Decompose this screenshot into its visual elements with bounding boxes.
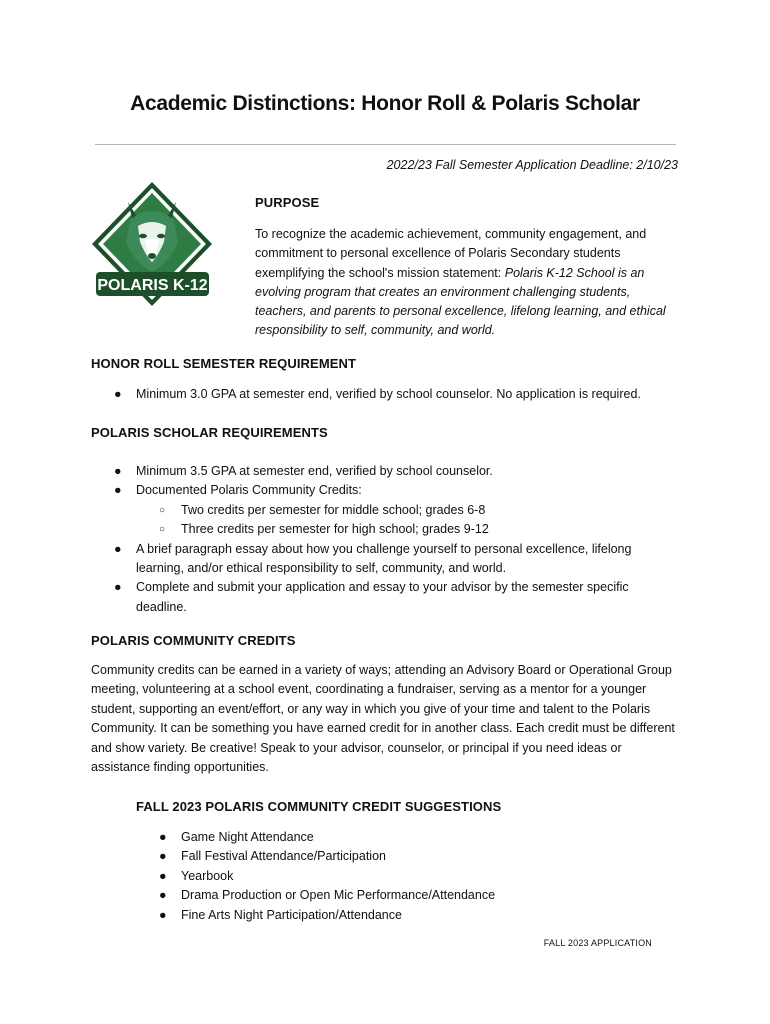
credits-paragraph: Community credits can be earned in a variety of ways; attending an Advisory Board or Operational Group meeting, volunteering at a school event, coordinating a fundraiser, serving as a mentor for a younger student, supporting an event/effort, or any way in which you give of your time and talent to the Polaris Community. It can be something you have earned credit for in another class. Each credit must be different and show variety. Be creative! Speak to your advisor, counselor, or principal if you need ideas or assistance finding opportunities. bbox=[91, 663, 675, 775]
list-item bbox=[114, 578, 666, 617]
list-item bbox=[159, 886, 661, 905]
sublist-item bbox=[159, 520, 666, 539]
scholar-heading: POLARIS SCHOLAR REQUIREMENTS bbox=[91, 425, 328, 440]
list-item bbox=[114, 462, 666, 481]
list-item bbox=[159, 867, 661, 886]
purpose-text-plain: To recognize the academic achievement, community engagement, and commitment to personal excellence of Polaris Secondary students exemplifying the school's mission statement: bbox=[255, 227, 647, 280]
document-title: Academic Distinctions: Honor Roll & Polaris Scholar bbox=[130, 92, 640, 115]
bullet-icon: ● bbox=[114, 541, 122, 556]
list-item bbox=[114, 540, 666, 579]
credits-sublist bbox=[136, 501, 666, 540]
bullet-icon: ● bbox=[159, 868, 167, 883]
list-item-text: Game Night Attendance bbox=[181, 830, 314, 844]
logo-text: POLARIS K-12 bbox=[97, 277, 208, 294]
bullet-icon: ● bbox=[114, 387, 122, 401]
list-item-text: Documented Polaris Community Credits: bbox=[136, 483, 362, 498]
sublist-item-text: Two credits per semester for middle school; grades 6-8 bbox=[181, 502, 486, 517]
suggestions-list bbox=[159, 828, 661, 925]
polaris-wolf-logo bbox=[90, 180, 215, 310]
bullet-icon: ● bbox=[159, 849, 167, 864]
bullet-icon: ● bbox=[159, 888, 167, 903]
bullet-icon: ● bbox=[114, 580, 122, 595]
page-footer: FALL 2023 APPLICATION bbox=[543, 938, 652, 948]
honor-roll-list bbox=[114, 385, 681, 404]
list-item-text: Complete and submit your application and essay to your advisor by the semester specific deadline. bbox=[136, 580, 629, 614]
mission-statement: Polaris K-12 School is an evolving program that creates an environment challenging students, teachers, and parents to personal excellence, lifelong learning, and ethical responsibility to self, community, and world. bbox=[255, 265, 666, 338]
bullet-icon: ● bbox=[159, 830, 167, 844]
list-item-text: Fall Festival Attendance/Participation bbox=[181, 849, 386, 864]
list-item bbox=[159, 906, 661, 925]
list-item-text: Fine Arts Night Participation/Attendance bbox=[181, 907, 402, 922]
bullet-icon: ● bbox=[114, 464, 122, 478]
list-item-text: Yearbook bbox=[181, 868, 234, 883]
list-item-text: A brief paragraph essay about how you challenge yourself to personal excellence, lifelong learning, and/or ethical responsibility to self, community, and world. bbox=[136, 541, 632, 576]
credits-heading: POLARIS COMMUNITY CREDITS bbox=[91, 633, 296, 648]
honor-roll-heading: HONOR ROLL SEMESTER REQUIREMENT bbox=[91, 356, 357, 371]
purpose-heading: PURPOSE bbox=[255, 195, 320, 210]
list-item bbox=[159, 847, 661, 866]
bullet-icon: ● bbox=[114, 483, 122, 498]
application-deadline: 2022/23 Fall Semester Application Deadline: 2/10/23 bbox=[386, 158, 678, 172]
list-item-text: Drama Production or Open Mic Performance/Attendance bbox=[181, 888, 496, 903]
suggestions-heading: FALL 2023 POLARIS COMMUNITY CREDIT SUGGESTIONS bbox=[136, 799, 502, 814]
title-divider bbox=[95, 144, 676, 145]
sublist-item bbox=[159, 501, 666, 520]
circle-bullet-icon: ○ bbox=[159, 504, 166, 516]
circle-bullet-icon: ○ bbox=[159, 524, 166, 536]
scholar-requirements-list bbox=[114, 462, 666, 617]
list-item bbox=[114, 385, 681, 404]
list-item bbox=[159, 828, 661, 847]
list-item bbox=[114, 481, 666, 539]
list-item-text: Minimum 3.0 GPA at semester end, verified by school counselor. No application is required. bbox=[136, 387, 641, 401]
sublist-item-text: Three credits per semester for high school; grades 9-12 bbox=[181, 522, 489, 537]
purpose-text bbox=[255, 225, 675, 341]
bullet-icon: ● bbox=[159, 907, 167, 922]
list-item-text: Minimum 3.5 GPA at semester end, verified by school counselor. bbox=[136, 464, 493, 478]
